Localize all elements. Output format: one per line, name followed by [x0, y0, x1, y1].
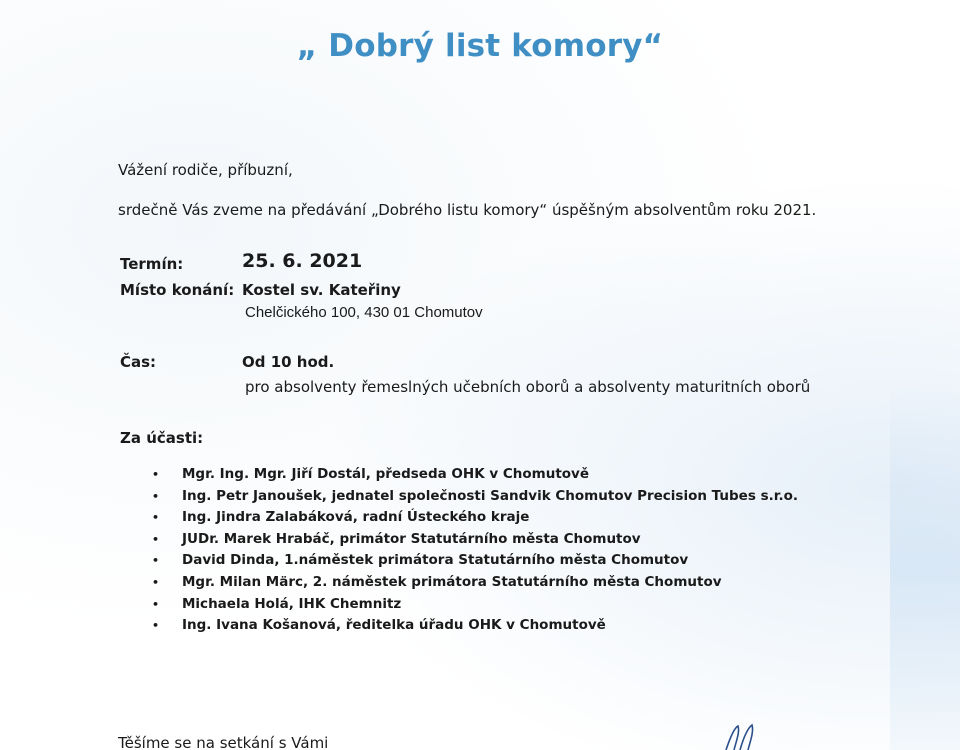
- attendee-item: [152, 550, 798, 572]
- attendee-item: [152, 572, 798, 594]
- attendee-text: David Dinda, 1.náměstek primátora Statutárního města Chomutov: [182, 552, 689, 569]
- bullet-icon: •: [152, 597, 160, 611]
- attendee-text: JUDr. Marek Hrabáč, primátor Statutárního města Chomutov: [182, 530, 641, 547]
- date-label: Termín:: [120, 255, 184, 273]
- bullet-icon: •: [152, 554, 160, 568]
- bullet-icon: •: [152, 575, 160, 589]
- venue-label: Místo konání:: [120, 281, 235, 299]
- invitation-text: srdečně Vás zveme na předávání „Dobrého listu komory“ úspěšným absolventům roku 2021.: [118, 201, 817, 219]
- attendee-text: Michaela Holá, IHK Chemnitz: [182, 595, 402, 612]
- attendee-text: Ing. Petr Janoušek, jednatel společnosti Sandvik Chomutov Precision Tubes s.r.o.: [182, 487, 798, 504]
- attendee-item: [152, 615, 798, 637]
- attendee-item: [152, 507, 798, 529]
- attendee-list: [152, 464, 798, 637]
- venue-value: Kostel sv. Kateřiny: [242, 281, 401, 299]
- attendee-item: [152, 594, 798, 616]
- time-label: Čas:: [120, 353, 157, 371]
- background-watermark: [890, 380, 960, 750]
- time-note: pro absolventy řemeslných učebních oborů a absolventy maturitních oborů: [245, 378, 811, 396]
- date-value: 25. 6. 2021: [242, 250, 363, 272]
- bullet-icon: •: [152, 619, 160, 633]
- document-title: „ Dobrý list komory“: [296, 28, 664, 64]
- attendee-text: Mgr. Ing. Mgr. Jiří Dostál, předseda OHK v Chomutově: [182, 466, 590, 482]
- time-value: Od 10 hod.: [242, 353, 335, 371]
- bullet-icon: •: [152, 511, 160, 525]
- attendee-item: [152, 529, 798, 551]
- attendee-item: [152, 464, 798, 486]
- attendee-item: [152, 486, 798, 508]
- bullet-icon: •: [152, 468, 160, 481]
- venue-address: Chelčického 100, 430 01 Chomutov: [245, 304, 483, 321]
- attendance-label: Za účasti:: [120, 429, 204, 447]
- closing-text: Těšíme se na setkání s Vámi: [118, 734, 329, 750]
- attendee-text: Ing. Jindra Zalabáková, radní Ústeckého kraje: [182, 509, 530, 526]
- attendee-text: Ing. Ivana Košanová, ředitelka úřadu OHK v Chomutově: [182, 617, 606, 634]
- signature-mark: [718, 722, 778, 750]
- attendee-text: Mgr. Milan Märc, 2. náměstek primátora Statutárního města Chomutov: [182, 573, 722, 590]
- bullet-icon: •: [152, 532, 160, 546]
- bullet-icon: •: [152, 489, 160, 503]
- salutation: Vážení rodiče, příbuzní,: [118, 161, 293, 179]
